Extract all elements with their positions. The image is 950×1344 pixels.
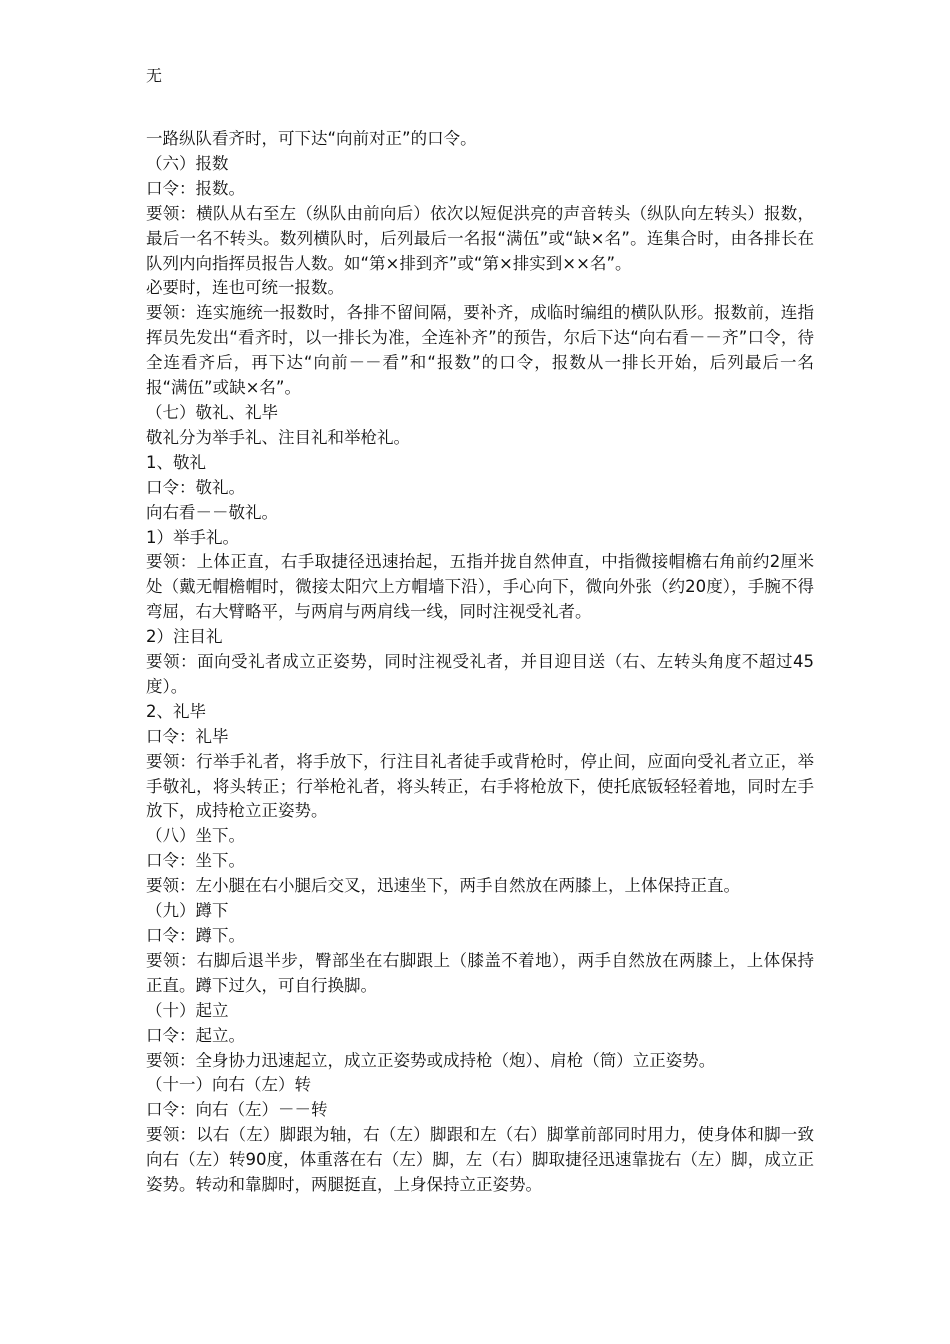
body-paragraph: 敬礼分为举手礼、注目礼和举枪礼。 [146, 427, 410, 447]
document-body [146, 127, 814, 1198]
subsection-heading: 2、礼毕 [146, 701, 206, 721]
section-heading: （六）报数 [146, 153, 229, 173]
body-paragraph: 要领：上体正直，右手取捷径迅速抬起，五指并拢自然伸直，中指微接帽檐右角前约2厘米处（戴无帽檐帽时，微接太阳穴上方帽墙下沿），手心向下，微向外张（约20度），手腕不得弯屈，右大臂略平，与两肩与两肩线一线，同时注视受礼者。 [146, 552, 814, 622]
body-paragraph: 要领：右脚后退半步，臀部坐在右脚跟上（膝盖不着地），两手自然放在两膝上，上体保持正直。蹲下过久，可自行换脚。 [146, 950, 814, 995]
page-header: 无 [146, 66, 163, 85]
body-paragraph: 口令：敬礼。 [146, 477, 245, 497]
body-paragraph: 口令：报数。 [146, 178, 245, 198]
section-heading: （八）坐下。 [146, 826, 245, 846]
section-heading: （七）敬礼、礼毕 [146, 402, 278, 422]
body-paragraph: 要领：行举手礼者，将手放下，行注目礼者徒手或背枪时，停止间，应面向受礼者立正，举手敬礼，将头转正；行举枪礼者，将头转正，右手将枪放下，使托底钣轻轻着地，同时左手放下，成持枪立正姿势。 [146, 751, 814, 821]
subsection-heading: 2）注目礼 [146, 627, 223, 647]
section-heading: （十一）向右（左）转 [146, 1075, 311, 1095]
body-paragraph: 一路纵队看齐时，可下达“向前对正”的口令。 [146, 129, 477, 148]
body-paragraph: 要领：以右（左）脚跟为轴，右（左）脚跟和左（右）脚掌前部同时用力，使身体和脚一致向右（左）转90度，体重落在右（左）脚，左（右）脚取捷径迅速靠拢右（左）脚，成立正姿势。转动和靠脚时，两腿挺直，上身保持立正姿势。 [146, 1125, 814, 1195]
body-paragraph: 口令：向右（左）－－转 [146, 1100, 328, 1120]
body-paragraph: 向右看－－敬礼。 [146, 502, 278, 522]
subsection-heading: 1）举手礼。 [146, 527, 239, 547]
body-paragraph: 必要时，连也可统一报数。 [146, 278, 344, 298]
body-paragraph: 口令：起立。 [146, 1025, 245, 1045]
body-paragraph: 要领：左小腿在右小腿后交叉，迅速坐下，两手自然放在两膝上，上体保持正直。 [146, 876, 740, 896]
body-paragraph: 要领：横队从右至左（纵队由前向后）依次以短促洪亮的声音转头（纵队向左转头）报数，最后一名不转头。数列横队时，后列最后一名报“满伍”或“缺×名”。连集合时，由各排长在队列内向指挥员报告人数。如“第×排到齐”或“第×排实到××名”。 [146, 203, 814, 273]
subsection-heading: 1、敬礼 [146, 452, 206, 472]
body-paragraph: 口令：坐下。 [146, 851, 245, 871]
body-paragraph: 要领：全身协力迅速起立，成立正姿势或成持枪（炮）、肩枪（筒）立正姿势。 [146, 1050, 716, 1070]
section-heading: （十）起立 [146, 1000, 229, 1020]
body-paragraph: 口令：礼毕 [146, 726, 229, 746]
body-paragraph: 要领：连实施统一报数时，各排不留间隔，要补齐，成临时编组的横队队形。报数前，连指挥员先发出“看齐时，以一排长为准，全连补齐”的预告，尔后下达“向右看－－齐”口令，待全连看齐后，再下达“向前－－看”和“报数”的口令，报数从一排长开始，后列最后一名报“满伍”或缺×名”。 [146, 303, 814, 398]
section-heading: （九）蹲下 [146, 901, 229, 921]
body-paragraph: 要领：面向受礼者成立正姿势，同时注视受礼者，并目迎目送（右、左转头角度不超过45度）。 [146, 652, 814, 696]
body-paragraph: 口令：蹲下。 [146, 926, 245, 945]
